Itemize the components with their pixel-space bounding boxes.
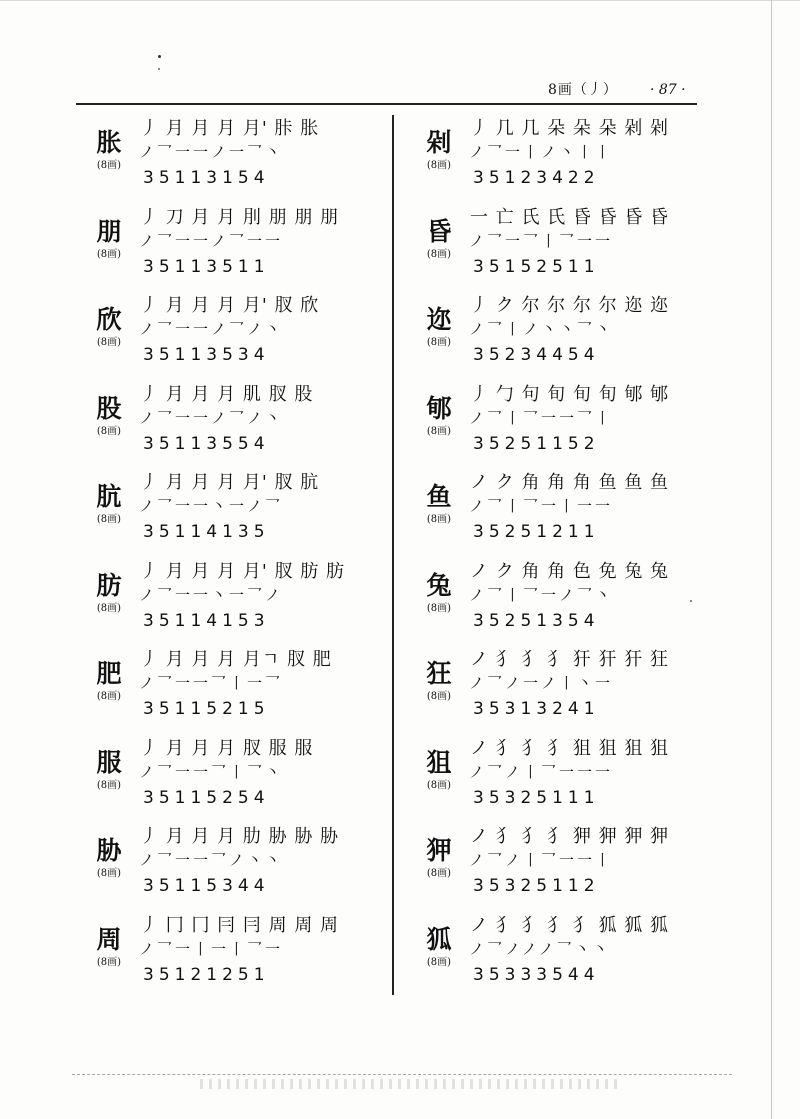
entry-character: 胀 xyxy=(96,128,122,157)
writing-sequence: 丿 月 月 月 月' 肞 肮 xyxy=(140,472,320,493)
stroke-count-note: (8画) xyxy=(96,956,122,968)
stroke-shapes: ノ乛一一ノ一乛丶 xyxy=(139,143,284,161)
footer-bleed-through xyxy=(200,1079,620,1089)
scan-speck xyxy=(158,55,161,58)
writing-sequence: 丿 刀 月 月 刖 朋 朋 朋 xyxy=(140,206,340,228)
stroke-count-note: (8画) xyxy=(426,868,452,879)
entry-character: 狐 xyxy=(426,924,452,954)
writing-sequence: ノ ク 角 角 色 免 兔 兔 xyxy=(470,560,670,582)
stroke-codes: 35325111 xyxy=(473,787,600,808)
character-entry xyxy=(412,643,732,732)
entry-character: 欣 xyxy=(96,305,122,334)
footer-rule xyxy=(72,1074,732,1076)
entry-character: 肥 xyxy=(96,659,122,688)
character-entry xyxy=(82,909,402,998)
entry-character: 狎 xyxy=(426,836,452,865)
stroke-codes: 35114153 xyxy=(143,610,270,631)
stroke-codes: 35115215 xyxy=(143,699,270,719)
stroke-codes: 35251354 xyxy=(473,610,600,631)
stroke-codes: 35114135 xyxy=(143,522,270,542)
stroke-codes: 35333544 xyxy=(473,964,600,985)
stroke-shapes: ノ乛一乛丨乛一一 xyxy=(469,231,614,250)
stroke-codes: 35113511 xyxy=(143,256,270,277)
stroke-shapes: ノ乛ノ丨乛一一一 xyxy=(469,762,614,781)
character-entry xyxy=(412,732,732,821)
writing-sequence: ノ 犭 犭 犭 狙 狙 狙 狙 xyxy=(470,737,670,759)
writing-sequence: 丿 月 月 月 肌 肞 股 xyxy=(140,383,314,405)
writing-sequence: 丿 月 月 月 月' 胩 胀 xyxy=(140,118,320,139)
character-entry xyxy=(82,732,402,821)
entry-character: 剁 xyxy=(426,128,452,157)
stroke-shapes: ノ乛一一ノ乛ノ丶 xyxy=(139,320,284,338)
entry-character: 朋 xyxy=(96,216,122,246)
writing-sequence: 丿 ク 尔 尔 尔 尔 迩 迩 xyxy=(470,295,670,316)
writing-sequence: 丿 月 月 月 肋 胁 胁 胁 xyxy=(140,826,340,847)
stroke-shapes: ノ乛一一ノ乛一一 xyxy=(139,231,284,250)
stroke-count-note: (8画) xyxy=(426,425,452,437)
stroke-count-note: (8画) xyxy=(426,602,452,614)
entry-character: 狂 xyxy=(426,659,452,688)
writing-sequence: 一 亡 氏 氏 昏 昏 昏 昏 xyxy=(470,206,670,228)
writing-sequence: 丿 月 月 月 月ㄱ 肞 肥 xyxy=(140,649,332,670)
stroke-codes: 35113534 xyxy=(143,345,270,365)
stroke-codes: 35325112 xyxy=(473,876,600,896)
writing-sequence: 丿 勹 句 旬 旬 旬 郇 郇 xyxy=(470,383,670,405)
scan-speck xyxy=(158,68,160,70)
stroke-count-note: (8画) xyxy=(96,779,122,791)
character-entry xyxy=(82,378,402,467)
writing-sequence: 丿 月 月 月 月' 肞 欣 xyxy=(140,295,320,316)
stroke-codes: 35121251 xyxy=(143,964,270,985)
stroke-shapes: ノ乛一丨一丨乛一 xyxy=(139,939,284,958)
stroke-count-note: (8画) xyxy=(426,248,452,260)
stroke-shapes: ノ乛一一丶一ノ乛 xyxy=(139,497,284,515)
writing-sequence: 丿 几 几 朵 朵 朵 剁 剁 xyxy=(470,118,670,139)
stroke-count-note: (8画) xyxy=(96,160,122,171)
character-entry xyxy=(82,820,402,909)
stroke-codes: 35123422 xyxy=(473,168,600,188)
page-number: · 87 · xyxy=(650,82,686,98)
stroke-codes: 35251152 xyxy=(473,433,600,454)
writing-sequence: ノ 犭 犭 犭 狎 狎 狎 狎 xyxy=(470,826,670,847)
stroke-codes: 35234454 xyxy=(473,345,600,365)
stroke-codes: 35313241 xyxy=(473,699,600,719)
character-entry xyxy=(82,643,402,732)
stroke-codes: 35113154 xyxy=(143,168,270,188)
stroke-shapes: ノ乛丨乛一一乛丨 xyxy=(469,408,614,427)
stroke-shapes: ノ乛丨乛一ノ乛丶 xyxy=(469,585,614,604)
entry-character: 胁 xyxy=(96,836,122,865)
stroke-count-note: (8画) xyxy=(426,779,452,791)
stroke-count-note: (8画) xyxy=(426,514,452,525)
stroke-codes: 35113554 xyxy=(143,433,270,454)
stroke-codes: 35251211 xyxy=(473,522,600,542)
right-column xyxy=(412,112,732,997)
stroke-count-note: (8画) xyxy=(426,691,452,702)
writing-sequence: 丿 月 月 月 月' 肞 肪 肪 xyxy=(140,560,345,582)
page-header xyxy=(500,78,700,102)
stroke-count-note: (8画) xyxy=(96,868,122,879)
stroke-shapes: ノ乛一一乛丨一乛 xyxy=(139,674,284,692)
stroke-codes: 35152511 xyxy=(473,256,600,277)
entry-character: 肮 xyxy=(96,482,122,511)
writing-sequence: 丿 冂 冂 冃 冃 周 周 周 xyxy=(140,914,340,936)
stroke-count-note: (8画) xyxy=(426,337,452,348)
entry-character: 兔 xyxy=(426,570,452,600)
stroke-shapes: ノ乛丨乛一丨一一 xyxy=(469,497,614,515)
entry-character: 鱼 xyxy=(426,482,452,511)
header-rule xyxy=(76,103,697,105)
character-entry xyxy=(412,112,732,201)
entry-character: 肪 xyxy=(96,570,122,600)
left-column xyxy=(82,112,402,997)
stroke-shapes: ノ乛一丨ノ丶丨丨 xyxy=(469,143,614,161)
stroke-shapes: ノ乛一一乛ノ丶丶 xyxy=(139,851,284,869)
section-title: 8画（丿） xyxy=(548,82,618,98)
character-entry xyxy=(412,378,732,467)
stroke-count-note: (8画) xyxy=(96,691,122,702)
character-entry xyxy=(82,466,402,555)
stroke-count-note: (8画) xyxy=(426,956,452,968)
writing-sequence: ノ 犭 犭 犭 犴 犴 犴 狂 xyxy=(470,649,670,670)
stroke-codes: 35115254 xyxy=(143,787,270,808)
stroke-count-note: (8画) xyxy=(96,337,122,348)
stroke-count-note: (8画) xyxy=(96,425,122,437)
stroke-shapes: ノ乛一一ノ乛ノ丶 xyxy=(139,408,284,427)
character-entry xyxy=(82,555,402,644)
character-entry xyxy=(412,466,732,555)
writing-sequence: ノ 犭 犭 犭 犭 狐 狐 狐 xyxy=(470,914,670,936)
stroke-shapes: ノ乛ノノノ乛丶丶 xyxy=(469,939,611,958)
scan-right-edge xyxy=(771,0,772,1119)
character-entry xyxy=(412,909,732,998)
entry-character: 狙 xyxy=(426,747,452,777)
stroke-shapes: ノ乛丨ノ丶丶乛丶 xyxy=(469,320,614,338)
entry-character: 服 xyxy=(96,747,122,777)
entry-character: 昏 xyxy=(426,216,452,246)
entry-character: 迩 xyxy=(426,305,452,334)
stroke-count-note: (8画) xyxy=(426,160,452,171)
character-entry xyxy=(412,289,732,378)
writing-sequence: ノ ク 角 角 角 鱼 鱼 鱼 xyxy=(470,472,670,493)
character-entry xyxy=(82,112,402,201)
entry-character: 股 xyxy=(96,393,122,423)
stroke-shapes: ノ乛一一丶一乛ノ xyxy=(139,585,284,604)
character-entry xyxy=(412,820,732,909)
character-entry xyxy=(82,289,402,378)
stroke-count-note: (8画) xyxy=(96,602,122,614)
scan-top-edge xyxy=(0,0,800,1)
stroke-count-note: (8画) xyxy=(96,514,122,525)
stroke-shapes: ノ乛ノ丨乛一一丨 xyxy=(469,851,614,869)
entry-character: 周 xyxy=(96,924,122,954)
character-entry xyxy=(82,201,402,290)
character-entry xyxy=(412,201,732,290)
stroke-shapes: ノ乛一一乛丨乛丶 xyxy=(139,762,284,781)
stroke-count-note: (8画) xyxy=(96,248,122,260)
writing-sequence: 丿 月 月 月 肞 服 服 xyxy=(140,737,314,759)
stroke-codes: 35115344 xyxy=(143,876,270,896)
stroke-shapes: ノ乛ノ一ノ丨丶一 xyxy=(469,674,614,692)
entry-character: 郇 xyxy=(426,393,452,423)
character-entry xyxy=(412,555,732,644)
